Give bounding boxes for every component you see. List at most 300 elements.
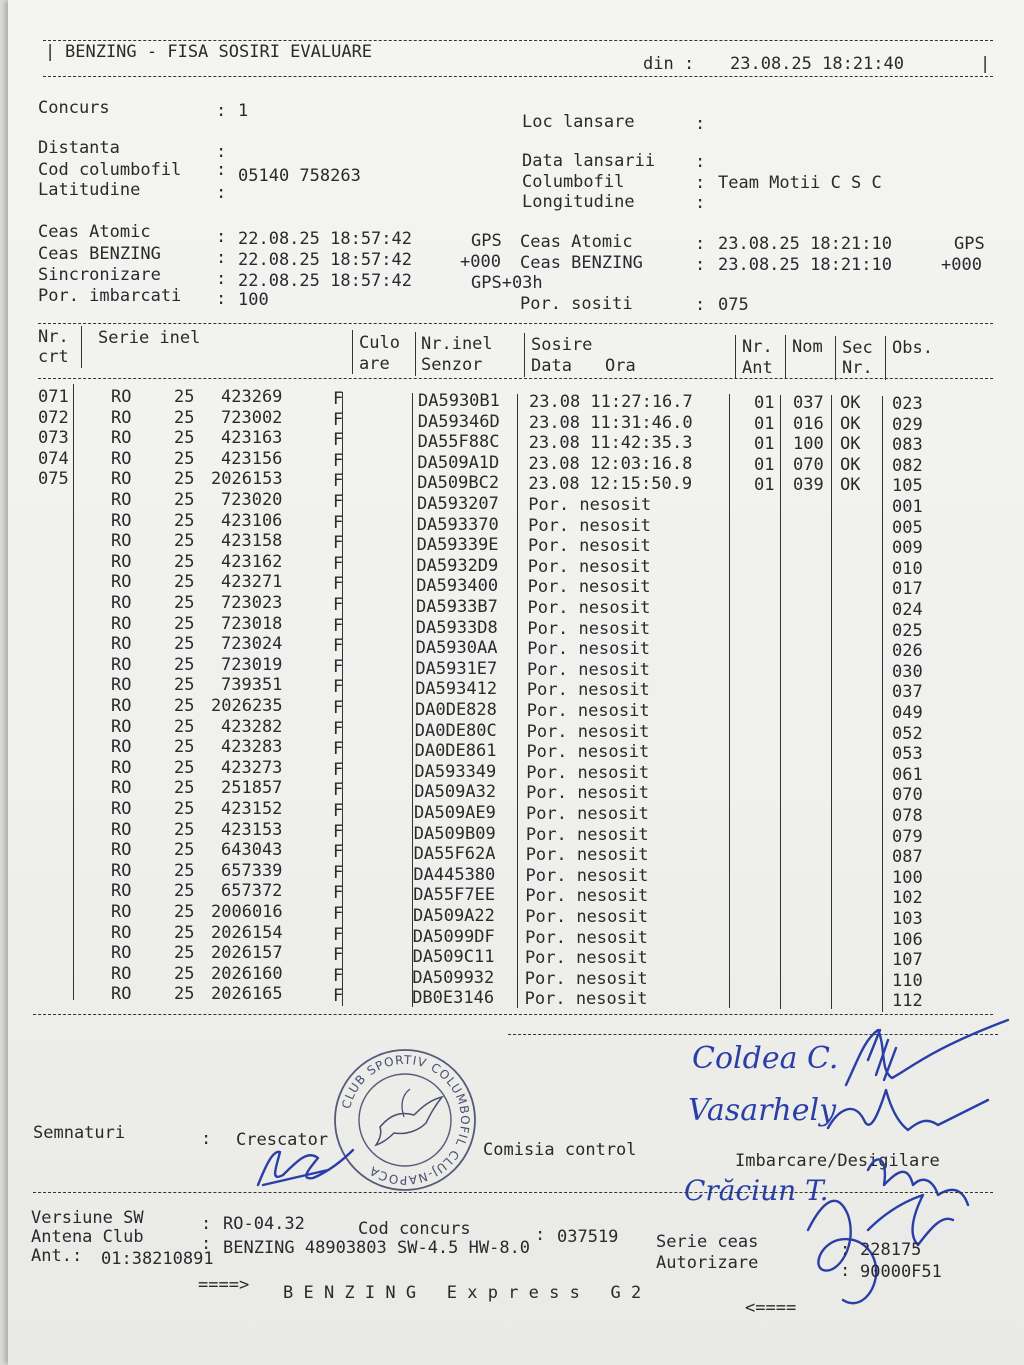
cell-sensor: DA55F88C xyxy=(417,432,500,453)
cell-arrival: Por. nesosit xyxy=(526,762,650,783)
cell-obs: 030 xyxy=(892,661,923,682)
colon: : xyxy=(216,142,227,162)
cell-color: F xyxy=(333,512,344,533)
cell-ring-number: 423282 xyxy=(221,716,283,737)
cell-sec: OK xyxy=(840,393,861,413)
printout-sheet xyxy=(8,0,1024,1365)
cell-sensor: DA509BC2 xyxy=(417,473,500,494)
footer-top-rule xyxy=(33,1192,993,1193)
cell-country: RO xyxy=(111,448,132,469)
cell-color: F xyxy=(333,409,344,430)
banner-text: B E N Z I N G E x p r e s s G 2 xyxy=(283,1283,642,1303)
crescator-label: Crescator xyxy=(236,1130,329,1150)
cell-color: F xyxy=(333,883,344,904)
header-bar-right: | xyxy=(980,54,991,74)
colon: : xyxy=(840,1261,851,1281)
colon: : xyxy=(201,1214,212,1234)
autorizare-value: 90000F51 xyxy=(860,1262,942,1282)
cell-ring-number: 723020 xyxy=(221,490,283,510)
cell-country: RO xyxy=(111,469,132,490)
cell-year: 25 xyxy=(174,387,195,407)
cell-sensor: DA55F7EE xyxy=(413,885,496,906)
cell-sensor: DA0DE861 xyxy=(414,741,497,762)
cell-obs: 009 xyxy=(892,538,923,559)
cell-country: RO xyxy=(111,902,132,922)
cell-year: 25 xyxy=(174,593,195,613)
colon: : xyxy=(695,114,706,134)
cell-obs: 029 xyxy=(892,414,923,435)
cell-ring-number: 723018 xyxy=(221,613,283,634)
col-header-obs: Obs. xyxy=(892,338,933,358)
col-header-serie-inel: Serie inel xyxy=(98,328,201,348)
cell-arrival: Por. nesosit xyxy=(527,618,651,639)
cell-obs: 005 xyxy=(892,517,923,538)
cell-arrival: Por. nesosit xyxy=(524,948,648,969)
cell-obs: 037 xyxy=(892,682,923,703)
cell-year: 25 xyxy=(174,531,195,552)
cell-year: 25 xyxy=(174,469,195,490)
r-ceas-atomic-value: 23.08.25 18:21:10 xyxy=(718,234,892,254)
cell-year: 25 xyxy=(174,654,195,675)
cell-year: 25 xyxy=(174,634,195,655)
cell-country: RO xyxy=(111,613,132,634)
col-header-nr: Nr. xyxy=(38,327,69,347)
signature-vasarhely: Vasarhely xyxy=(688,1093,837,1128)
cell-country: RO xyxy=(111,737,132,758)
cell-ring-number: 2026154 xyxy=(211,922,283,943)
cell-ring-number: 723019 xyxy=(221,654,283,675)
cell-nom: 039 xyxy=(793,475,824,496)
cell-sensor: DA5931E7 xyxy=(415,658,498,679)
concurs-label: Concurs xyxy=(38,98,110,118)
cell-sensor: DA509C11 xyxy=(412,947,495,968)
cell-obs: 110 xyxy=(892,970,923,991)
cell-color: F xyxy=(333,698,344,718)
cell-sensor: DA509A1D xyxy=(417,452,500,473)
cell-arrival: Por. nesosit xyxy=(525,865,649,886)
cell-ring-number: 657339 xyxy=(221,860,283,881)
cell-antenna: 01 xyxy=(754,393,775,413)
col-header-ant: Ant xyxy=(742,358,773,378)
cell-arrival: Por. nesosit xyxy=(527,598,651,618)
cell-arrival: 23.08 11:31:46.0 xyxy=(528,412,693,433)
cell-color: F xyxy=(333,450,344,471)
cell-arrival: Por. nesosit xyxy=(525,824,649,845)
cell-year: 25 xyxy=(174,716,195,737)
cell-obs: 023 xyxy=(892,394,923,414)
cell-arrival: Por. nesosit xyxy=(525,927,648,948)
cell-sensor: DA593349 xyxy=(414,761,497,782)
serie-ceas-label: Serie ceas xyxy=(656,1232,759,1252)
cell-ring-number: 423153 xyxy=(221,819,283,840)
cell-color: F xyxy=(333,471,344,492)
por-sositi-label: Por. sositi xyxy=(520,294,633,314)
col-header-nom: Nom xyxy=(792,337,823,357)
antena-club-label: Antena Club xyxy=(31,1227,144,1247)
cell-color: F xyxy=(333,924,344,945)
colon: : xyxy=(840,1240,851,1260)
cell-sensor: DA59339E xyxy=(416,535,499,556)
colon: : xyxy=(695,193,706,213)
cell-obs: 024 xyxy=(892,600,923,620)
cod-concurs-label: Cod concurs xyxy=(358,1219,471,1239)
cell-color: F xyxy=(333,615,344,636)
ceas-benzing-suffix: +000 xyxy=(460,252,501,272)
cell-sensor: DA5099DF xyxy=(412,926,495,947)
por-imbarcati-label: Por. imbarcati xyxy=(38,286,182,306)
signature-coldea: Coldea C. xyxy=(692,1041,839,1076)
cell-country: RO xyxy=(111,922,132,943)
cell-sec: OK xyxy=(840,434,861,455)
col-header-data: Data xyxy=(531,356,572,376)
colon: : xyxy=(216,289,227,309)
cell-color: F xyxy=(333,636,344,657)
cell-ring-number: 2026235 xyxy=(211,696,283,716)
svg-text:CLUB SPORTIV COLUMBOFIL CLUJ-N: CLUB SPORTIV COLUMBOFIL CLUJ-NAPOCA xyxy=(339,1052,473,1188)
data-lansarii-label: Data lansarii xyxy=(522,151,656,171)
cell-sensor: DA5933D8 xyxy=(415,617,498,638)
cell-arrival: Por. nesosit xyxy=(525,907,649,927)
cell-crt: 075 xyxy=(38,469,69,490)
ant-value: 01:38210891 xyxy=(101,1249,214,1269)
cell-arrival: Por. nesosit xyxy=(526,721,650,742)
loc-lansare-label: Loc lansare xyxy=(522,112,635,132)
cell-ring-number: 657372 xyxy=(221,881,283,902)
cell-country: RO xyxy=(111,634,132,655)
cell-obs: 087 xyxy=(892,847,923,868)
cell-color: F xyxy=(333,430,344,451)
cell-antenna: 01 xyxy=(754,434,775,455)
cell-obs: 106 xyxy=(892,929,923,950)
col-header-ora: Ora xyxy=(605,356,636,376)
cell-color: F xyxy=(333,574,344,595)
report-date-label: din : xyxy=(643,54,695,74)
cell-sensor: DA5930AA xyxy=(415,638,498,659)
cell-sensor: DA509A22 xyxy=(413,906,495,926)
cell-year: 25 xyxy=(174,902,195,922)
cell-color: F xyxy=(333,492,344,512)
cell-sensor: DA59346D xyxy=(417,411,500,432)
cell-ring-number: 739351 xyxy=(221,675,283,696)
cell-color: F xyxy=(333,553,344,574)
cell-year: 25 xyxy=(174,963,195,984)
cell-ring-number: 723002 xyxy=(221,407,283,428)
colon: : xyxy=(695,173,706,193)
signature-craciun: Crăciun T. xyxy=(684,1174,829,1207)
cell-color: F xyxy=(333,739,344,760)
serie-ceas-value: 228175 xyxy=(860,1240,922,1260)
report-title: BENZING - FISA SOSIRI EVALUARE xyxy=(65,42,373,62)
cell-sensor: DA509932 xyxy=(412,967,495,988)
cell-sensor: DA593207 xyxy=(417,494,499,514)
cell-country: RO xyxy=(111,860,132,881)
ceas-benzing-label: Ceas BENZING xyxy=(38,244,161,264)
cell-color: F xyxy=(333,862,344,883)
cell-year: 25 xyxy=(174,881,195,902)
autorizare-label: Autorizare xyxy=(656,1253,759,1273)
colon: : xyxy=(695,234,706,254)
cell-color: F xyxy=(333,780,344,801)
semnaturi-label: Semnaturi xyxy=(33,1123,126,1143)
cell-crt: 072 xyxy=(38,407,69,428)
cell-sensor: DA509B09 xyxy=(413,823,496,844)
cell-obs: 001 xyxy=(892,497,923,517)
cell-arrival: Por. nesosit xyxy=(528,515,651,536)
banner-left-arrow: ====> xyxy=(198,1275,250,1295)
colon: : xyxy=(695,152,706,172)
sincronizare-value: 22.08.25 18:57:42 xyxy=(238,271,412,291)
colon: : xyxy=(535,1225,546,1245)
cell-country: RO xyxy=(111,840,132,861)
cell-arrival: Por. nesosit xyxy=(524,989,648,1010)
cell-arrival: 23.08 11:27:16.7 xyxy=(529,392,693,412)
cell-ring-number: 423158 xyxy=(221,531,283,552)
cell-arrival: 23.08 11:42:35.3 xyxy=(528,433,693,454)
cell-country: RO xyxy=(111,984,132,1005)
cell-obs: 078 xyxy=(892,806,923,826)
cell-obs: 010 xyxy=(892,558,923,579)
cell-obs: 103 xyxy=(892,909,923,929)
cell-country: RO xyxy=(111,593,132,613)
cell-country: RO xyxy=(111,531,132,552)
cell-year: 25 xyxy=(174,696,195,716)
cell-sensor: DA445380 xyxy=(413,864,496,885)
colon: : xyxy=(201,1234,212,1254)
cell-nom: 016 xyxy=(793,413,824,434)
cell-color: F xyxy=(333,986,344,1007)
cell-ring-number: 423162 xyxy=(221,551,283,572)
header-bar-left: | xyxy=(45,42,56,62)
colon: : xyxy=(201,1129,212,1149)
cell-arrival: Por. nesosit xyxy=(526,680,650,701)
cell-obs: 105 xyxy=(892,476,923,497)
ceas-atomic-value: 22.08.25 18:57:42 xyxy=(238,229,412,249)
cell-country: RO xyxy=(111,819,132,840)
colon: : xyxy=(216,248,227,268)
cell-arrival: Por. nesosit xyxy=(527,659,650,680)
colon: : xyxy=(695,255,706,275)
sincronizare-label: Sincronizare xyxy=(38,265,161,285)
col-header-sec: Sec xyxy=(842,338,873,358)
cell-year: 25 xyxy=(174,510,195,531)
report-date-value: 23.08.25 18:21:40 xyxy=(730,54,904,74)
cell-obs: 070 xyxy=(892,785,923,806)
cod-concurs-value: 037519 xyxy=(557,1227,619,1247)
cell-country: RO xyxy=(111,654,132,675)
cell-year: 25 xyxy=(174,448,195,469)
cell-ring-number: 643043 xyxy=(221,840,283,861)
cell-arrival: Por. nesosit xyxy=(524,968,648,989)
cell-sensor: DA0DE828 xyxy=(415,700,497,720)
colon: : xyxy=(695,295,706,315)
colon: : xyxy=(216,160,227,180)
cell-color: F xyxy=(333,842,344,863)
cell-obs: 049 xyxy=(892,703,923,723)
ant-label: Ant.: xyxy=(31,1246,83,1266)
cell-country: RO xyxy=(111,551,132,572)
cell-arrival: Por. nesosit xyxy=(527,556,651,577)
cell-country: RO xyxy=(111,778,132,799)
r-ceas-atomic-label: Ceas Atomic xyxy=(520,232,633,252)
cell-color: F xyxy=(333,965,344,986)
cell-country: RO xyxy=(111,407,132,428)
pen-signatures xyxy=(8,0,1024,1365)
cell-year: 25 xyxy=(174,778,195,799)
cell-year: 25 xyxy=(174,757,195,778)
cell-arrival: Por. nesosit xyxy=(525,886,649,907)
cell-obs: 017 xyxy=(892,579,923,600)
columbofil-value: Team Motii C S C xyxy=(718,173,882,193)
cell-country: RO xyxy=(111,510,132,531)
cell-crt: 071 xyxy=(38,387,69,407)
cell-arrival: Por. nesosit xyxy=(527,639,651,660)
cell-sensor: DB0E3146 xyxy=(412,988,495,1009)
cell-ring-number: 423283 xyxy=(221,737,283,758)
cell-sensor: DA0DE80C xyxy=(414,720,497,741)
r-ceas-benzing-suffix: +000 xyxy=(941,255,982,275)
cell-obs: 026 xyxy=(892,641,923,662)
cod-columbofil-label: Cod columbofil xyxy=(38,160,182,180)
cell-year: 25 xyxy=(174,572,195,593)
col-header-sosire: Sosire xyxy=(531,335,593,355)
cell-country: RO xyxy=(111,943,132,964)
cell-antenna: 01 xyxy=(754,475,775,496)
cell-arrival: Por. nesosit xyxy=(527,577,651,598)
col-header-are: are xyxy=(359,354,390,374)
cell-color: F xyxy=(333,759,344,780)
cell-year: 25 xyxy=(174,407,195,428)
cell-color: F xyxy=(333,801,344,821)
colon: : xyxy=(216,269,227,289)
cell-obs: 107 xyxy=(892,950,923,971)
cell-country: RO xyxy=(111,716,132,737)
col-header-senzor: Senzor xyxy=(421,355,483,375)
cell-country: RO xyxy=(111,799,132,819)
cell-obs: 102 xyxy=(892,888,923,909)
cell-sensor: DA5930B1 xyxy=(418,391,500,411)
cell-year: 25 xyxy=(174,860,195,881)
cell-arrival: Por. nesosit xyxy=(526,742,650,763)
cell-nom: 037 xyxy=(793,393,824,413)
cell-color: F xyxy=(333,945,344,966)
comisia-control-label: Comisia control xyxy=(483,1140,637,1160)
col-header-sec-nr: Nr. xyxy=(842,358,873,378)
cell-arrival: Por. nesosit xyxy=(526,701,650,721)
versiune-sw-value: RO-04.32 xyxy=(223,1214,305,1234)
col-header-nr-ant: Nr. xyxy=(742,337,773,357)
cell-country: RO xyxy=(111,757,132,778)
cell-obs: 079 xyxy=(892,826,923,847)
ceas-benzing-value: 22.08.25 18:57:42 xyxy=(238,250,412,270)
cell-crt: 074 xyxy=(38,448,69,469)
cell-ring-number: 2026153 xyxy=(211,469,283,490)
cell-sensor: DA5932D9 xyxy=(416,555,499,576)
sincronizare-suffix: GPS+03h xyxy=(471,273,543,293)
imbarcare-desigilare-label: Imbarcare/Desigilare xyxy=(735,1151,940,1171)
cell-country: RO xyxy=(111,696,132,716)
cell-nom: 070 xyxy=(793,454,824,475)
cell-ring-number: 2026160 xyxy=(211,963,283,984)
distanta-label: Distanta xyxy=(38,138,120,158)
versiune-sw-label: Versiune SW xyxy=(31,1208,144,1228)
cell-obs: 100 xyxy=(892,867,923,888)
cell-sensor: DA593400 xyxy=(416,576,499,597)
cell-ring-number: 423163 xyxy=(221,428,283,449)
cell-country: RO xyxy=(111,387,132,407)
cell-sensor: DA593412 xyxy=(415,679,498,700)
col-header-nr-inel: Nr.inel xyxy=(421,334,493,354)
cell-color: F xyxy=(333,821,344,842)
cell-year: 25 xyxy=(174,922,195,943)
cell-sensor: DA509A32 xyxy=(414,782,497,803)
cell-antenna: 01 xyxy=(754,413,775,434)
cell-color: F xyxy=(333,389,344,409)
r-ceas-atomic-suffix: GPS xyxy=(954,234,985,254)
por-sositi-value: 075 xyxy=(718,295,749,315)
cell-country: RO xyxy=(111,572,132,593)
cell-country: RO xyxy=(111,963,132,984)
cell-antenna: 01 xyxy=(754,454,775,475)
cell-sec: OK xyxy=(840,475,861,496)
cell-arrival: Por. nesosit xyxy=(528,495,652,515)
cell-color: F xyxy=(333,677,344,698)
r-ceas-benzing-label: Ceas BENZING xyxy=(520,253,643,273)
cell-sec: OK xyxy=(840,454,861,475)
cell-ring-number: 723023 xyxy=(221,593,283,613)
cell-arrival: 23.08 12:15:50.9 xyxy=(528,474,693,495)
cell-ring-number: 423271 xyxy=(221,572,283,593)
colon: : xyxy=(216,101,227,121)
cell-ring-number: 2026157 xyxy=(211,943,283,964)
cell-nom: 100 xyxy=(793,434,824,455)
cell-ring-number: 251857 xyxy=(221,778,283,799)
cell-color: F xyxy=(333,656,344,677)
cell-ring-number: 423106 xyxy=(221,510,283,531)
cell-obs: 052 xyxy=(892,723,923,744)
cell-year: 25 xyxy=(174,613,195,634)
cell-year: 25 xyxy=(174,737,195,758)
cell-ring-number: 2026165 xyxy=(211,984,283,1005)
banner-right-arrow: <==== xyxy=(745,1298,797,1318)
cell-color: F xyxy=(333,904,344,924)
cell-year: 25 xyxy=(174,840,195,861)
cell-year: 25 xyxy=(174,943,195,964)
cell-country: RO xyxy=(111,675,132,696)
cell-arrival: Por. nesosit xyxy=(527,536,651,557)
cell-arrival: Por. nesosit xyxy=(525,845,649,866)
colon: : xyxy=(216,227,227,247)
cell-year: 25 xyxy=(174,799,195,819)
cell-color: F xyxy=(333,595,344,615)
cell-ring-number: 423156 xyxy=(221,448,283,469)
cell-year: 25 xyxy=(174,551,195,572)
cell-arrival: Por. nesosit xyxy=(526,804,649,824)
col-header-culo: Culo xyxy=(359,333,400,353)
cell-obs: 061 xyxy=(892,764,923,785)
cell-crt: 073 xyxy=(38,428,69,449)
cell-country: RO xyxy=(111,881,132,902)
colon: : xyxy=(216,183,227,203)
cell-sensor: DA55F62A xyxy=(413,844,496,865)
columbofil-label: Columbofil xyxy=(522,172,625,192)
antena-club-value: BENZING 48903803 SW-4.5 HW-8.0 xyxy=(223,1238,531,1258)
cell-color: F xyxy=(333,533,344,554)
longitudine-label: Longitudine xyxy=(522,192,635,212)
cod-columbofil-value: 05140 758263 xyxy=(238,166,361,186)
cell-year: 25 xyxy=(174,675,195,696)
cell-sensor: DA593370 xyxy=(416,514,499,535)
concurs-value: 1 xyxy=(238,101,249,121)
